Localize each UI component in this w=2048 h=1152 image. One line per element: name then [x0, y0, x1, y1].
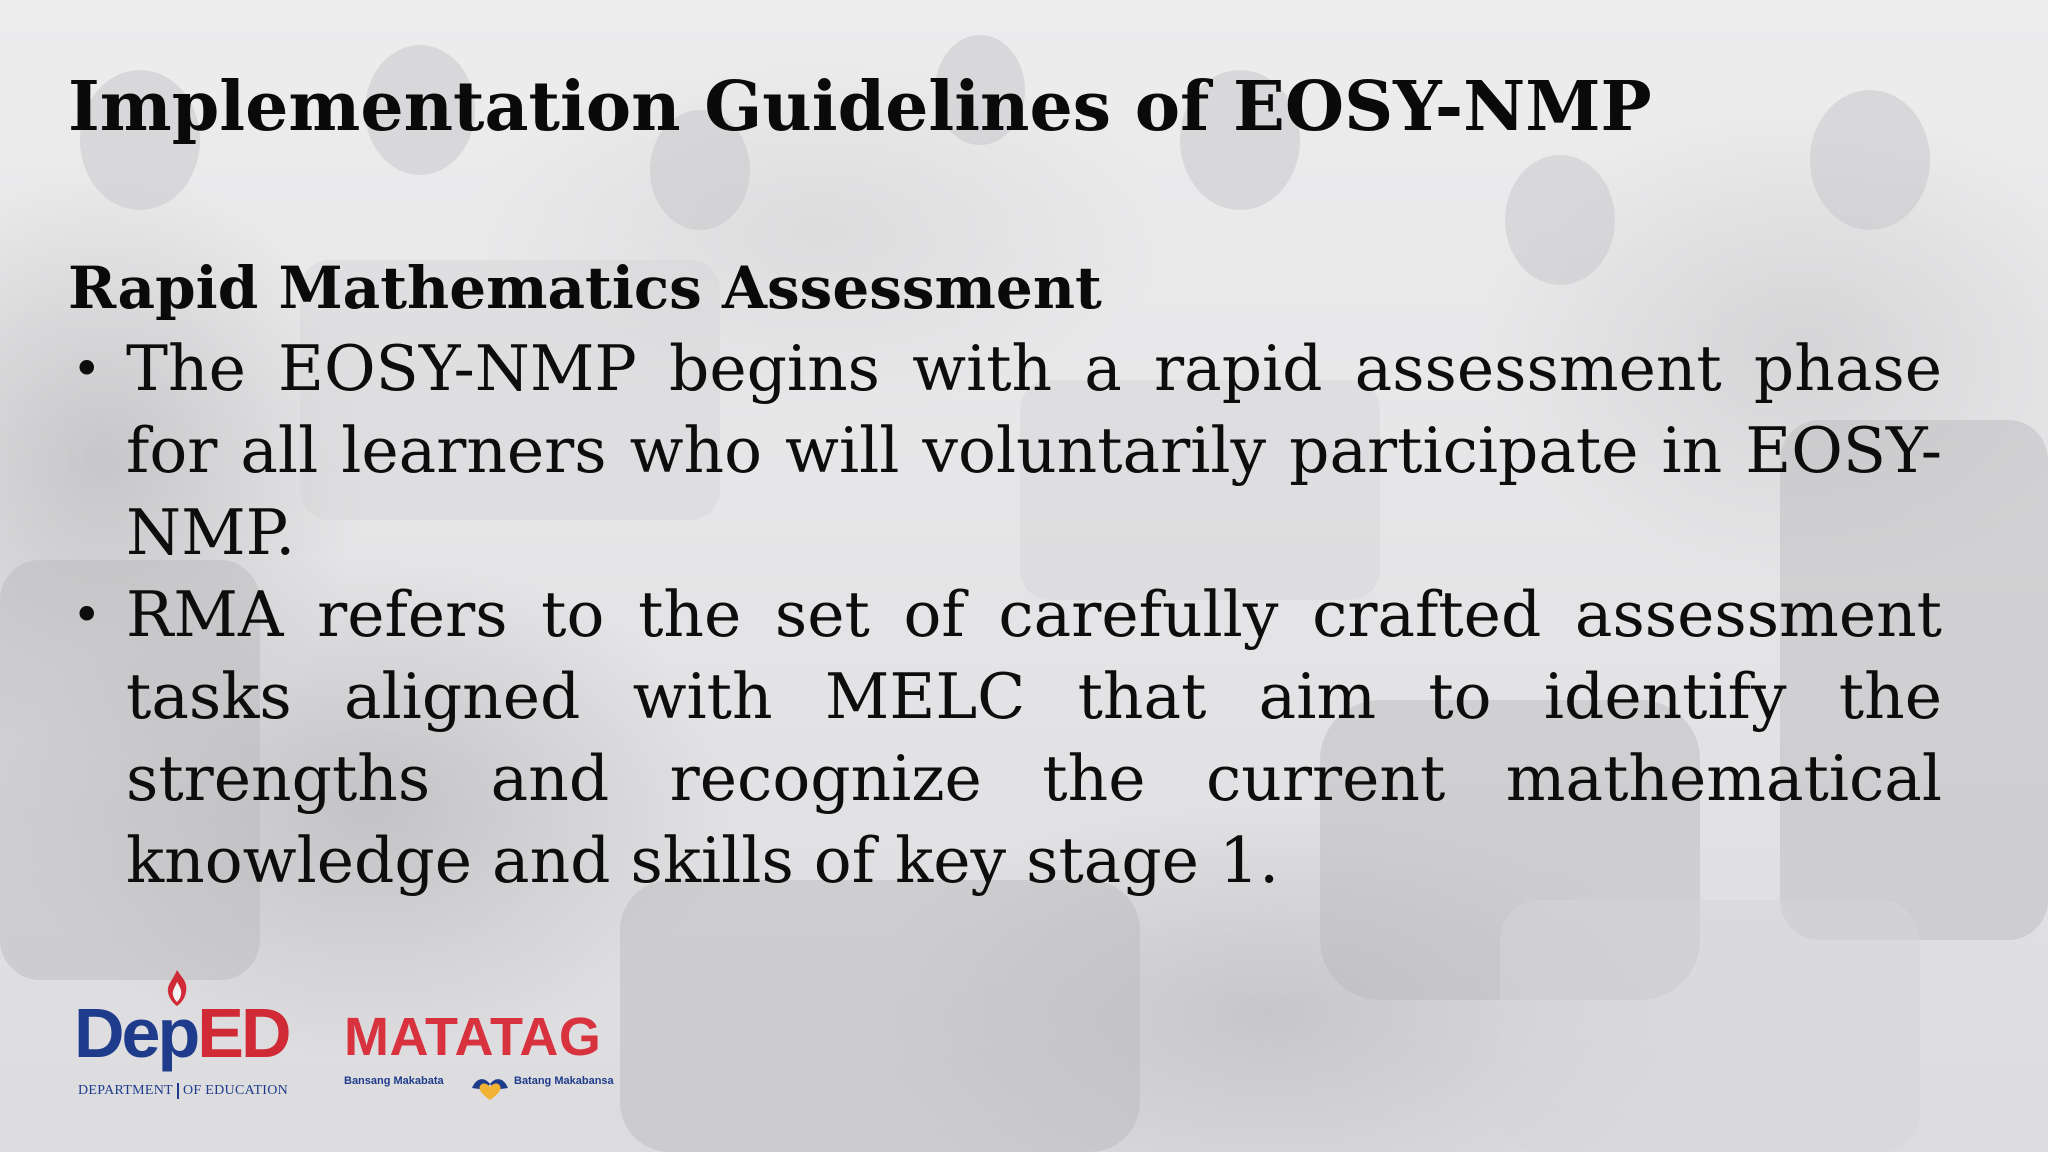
bullet-item	[68, 574, 1942, 902]
deped-wordmark-ed: ED	[197, 994, 289, 1072]
deped-wordmark	[74, 996, 289, 1070]
bullet-marker: •	[72, 586, 102, 644]
matatag-tagline-left: Bansang Makabata	[344, 1075, 444, 1087]
bullet-text: RMA refers to the set of carefully crafted assessment tasks aligned with MELC that aim to identify the strengths and recognize the current mathematical knowledge and skills of key stage 1.	[126, 578, 1942, 897]
bullet-marker: •	[72, 340, 102, 398]
deped-logo	[74, 978, 304, 1118]
matatag-logo	[344, 978, 634, 1118]
matatag-wordmark: MATATAG	[344, 1007, 602, 1067]
deped-subtitle	[78, 1082, 288, 1100]
bullet-item	[68, 328, 1942, 574]
bullet-text: The EOSY-NMP begins with a rapid assessment phase for all learners who will voluntarily participate in EOSY-NMP.	[126, 332, 1942, 569]
slide-title: Implementation Guidelines of EOSY-NMP	[68, 67, 1652, 147]
matatag-tagline-right: Batang Makabansa	[514, 1075, 614, 1087]
deped-wordmark-dep: Dep	[74, 994, 198, 1072]
section-subheading: Rapid Mathematics Assessment	[68, 254, 1102, 322]
deped-subtitle-right: OF EDUCATION	[182, 1083, 289, 1098]
deped-subtitle-left: DEPARTMENT	[78, 1083, 173, 1098]
slide-content	[68, 248, 1942, 902]
footer-logos	[74, 978, 634, 1118]
deped-subtitle-divider	[177, 1083, 179, 1099]
hands-heart-icon	[468, 1068, 512, 1102]
bullet-list	[68, 328, 1942, 902]
